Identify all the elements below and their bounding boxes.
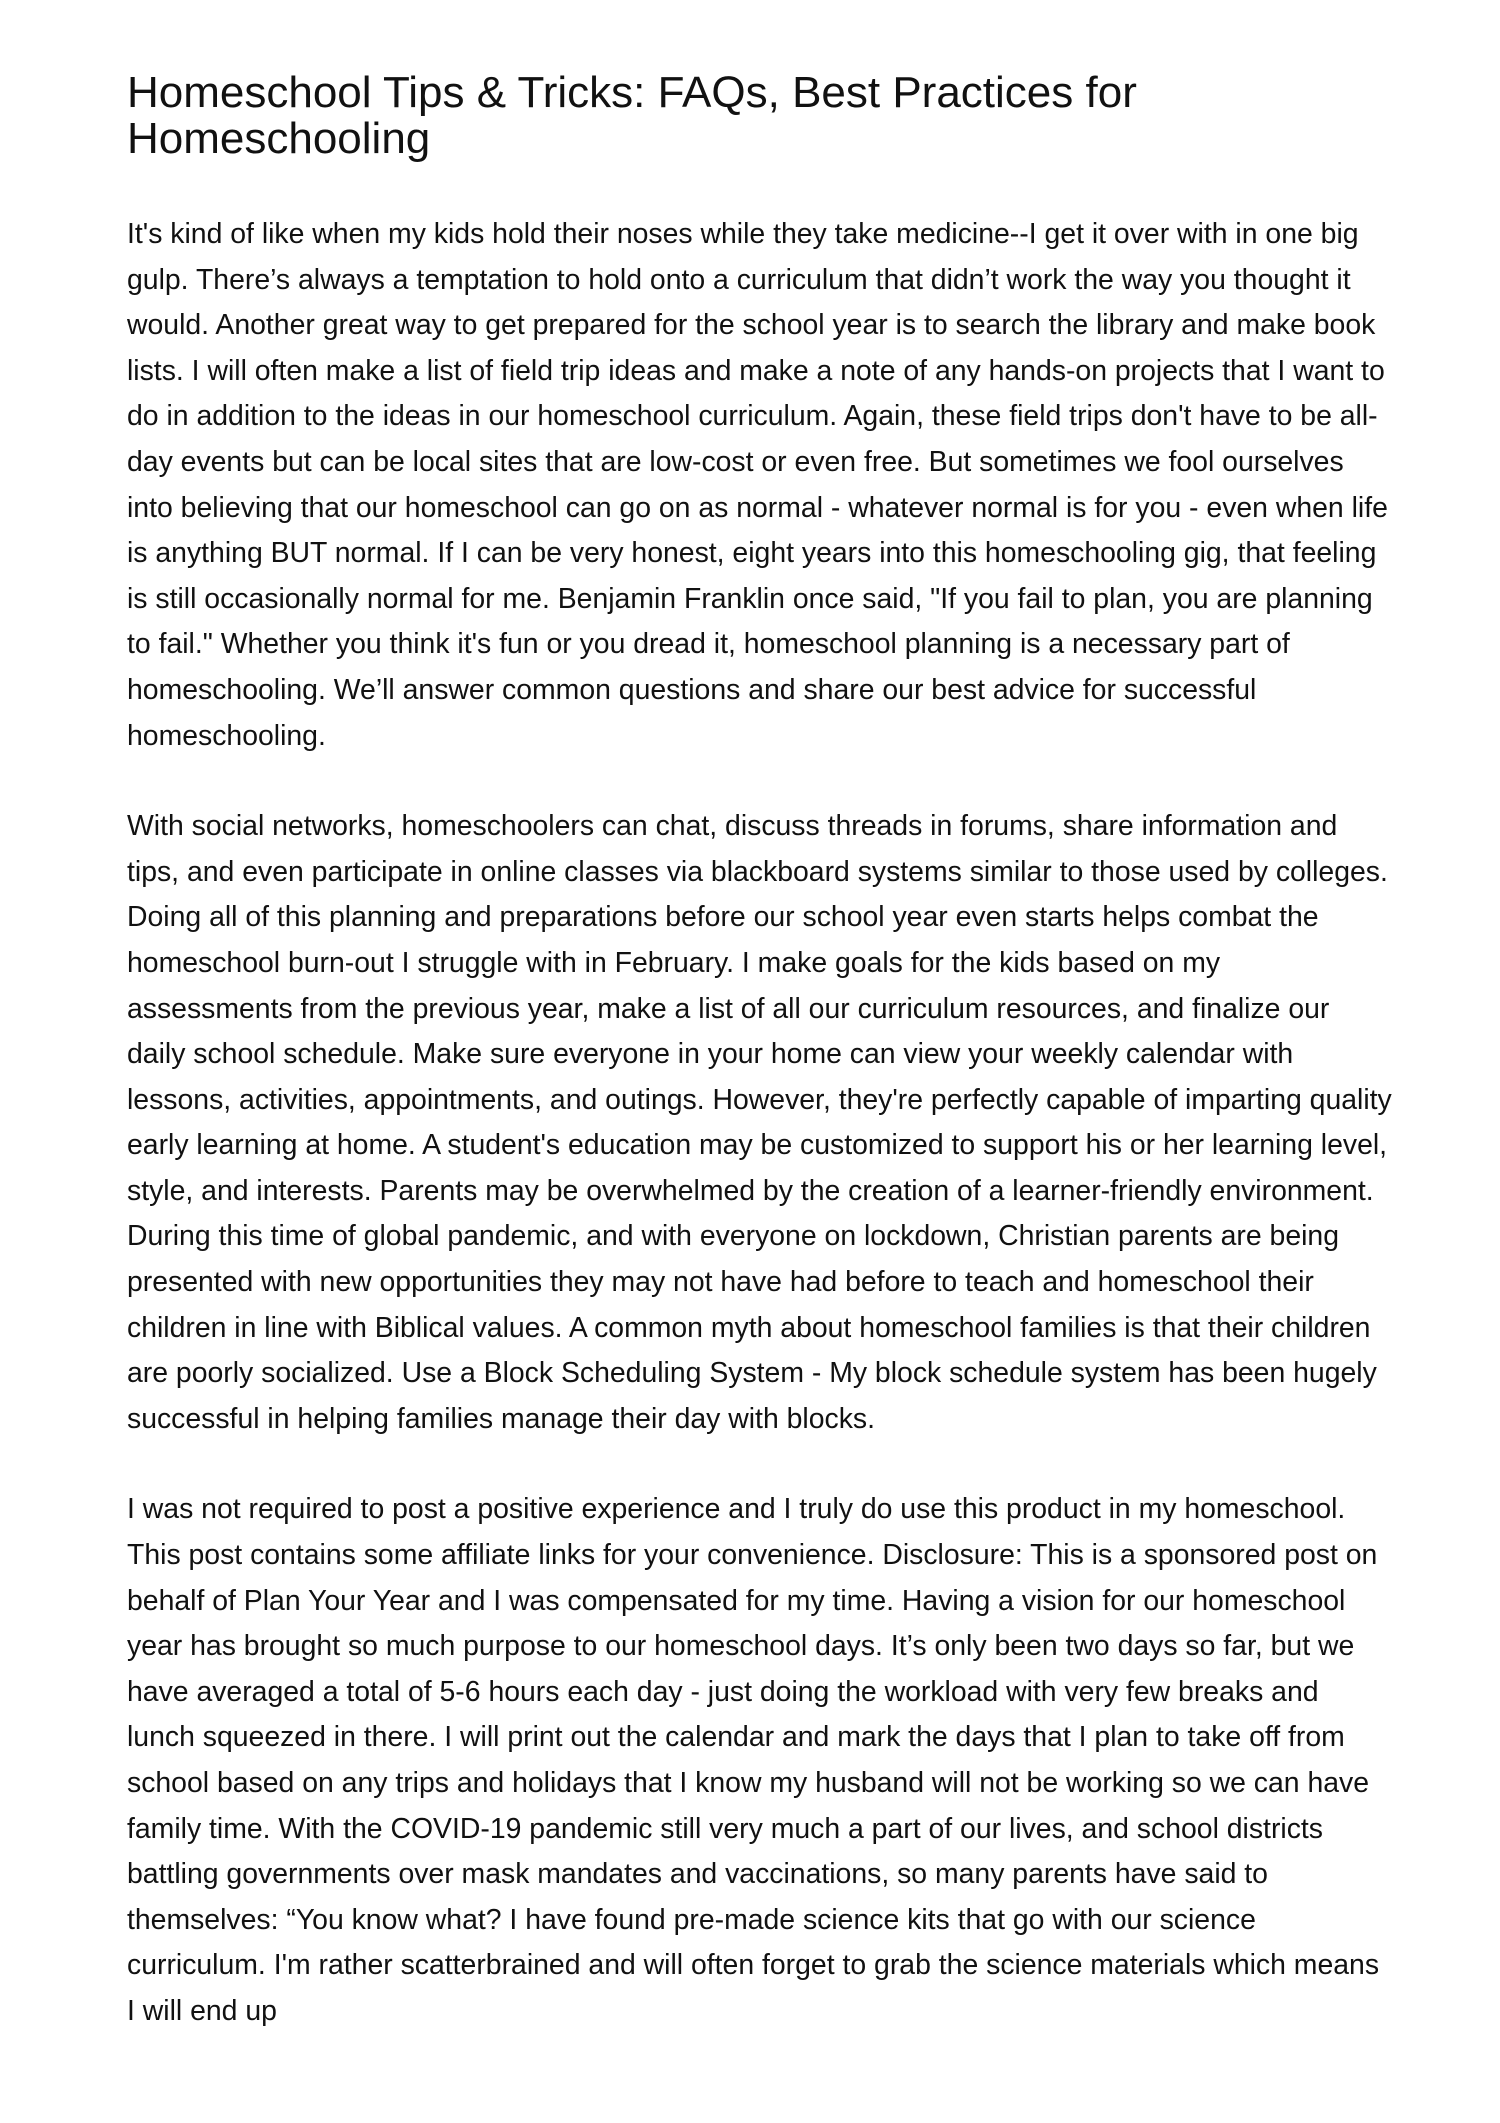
- paragraph-3: I was not required to post a positive experience and I truly do use this product in my homeschool. This post contains some affiliate links for your convenience. Disclosure: This is a sponsored post on behalf of Plan Your Year and I was compensated for my time. Having a vision for our homeschool year has brought so much purpose to our homeschool days. It’s only been two days so far, but we have averaged a total of 5-6 hours each day - just doing the workload with very few breaks and lunch squeezed in there. I will print out the calendar and mark the days that I plan to take off from school based on any trips and holidays that I know my husband will not be working so we can have family time. With the COVID-19 pandemic still very much a part of our lives, and school districts battling governments over mask mandates and vaccinations, so many parents have said to themselves: “You know what? I have found pre-made science kits that go with our science curriculum. I'm rather scatterbrained and will often forget to grab the science materials which means I will end up: [127, 1493, 1380, 2027]
- paragraph-1: It's kind of like when my kids hold their noses while they take medicine--I get it over with in one big gulp. There’s always a temptation to hold onto a curriculum that didn’t work the way you thought it would. Another great way to get prepared for the school year is to search the library and make book lists. I will often make a list of field trip ideas and make a note of any hands-on projects that I want to do in addition to the ideas in our homeschool curriculum. Again, these field trips don't have to be all-day events but can be local sites that are low-cost or even free. But sometimes we fool ourselves into believing that our homeschool can go on as normal - whatever normal is for you - even when life is anything BUT normal. If I can be very honest, eight years into this homeschooling gig, that feeling is still occasionally normal for me. Benjamin Franklin once said, "If you fail to plan, you are planning to fail." Whether you think it's fun or you dread it, homeschool planning is a necessary part of homeschooling. We’ll answer common questions and share our best advice for successful homeschooling.: [127, 218, 1388, 752]
- article-body: [127, 212, 1392, 2080]
- paragraph-2: With social networks, homeschoolers can chat, discuss threads in forums, share information and tips, and even participate in online classes via blackboard systems similar to those used by colleges. Doing all of this planning and preparations before our school year even starts helps combat the homeschool burn-out I struggle with in February. I make goals for the kids based on my assessments from the previous year, make a list of all our curriculum resources, and finalize our daily school schedule. Make sure everyone in your home can view your weekly calendar with lessons, activities, appointments, and outings. However, they're perfectly capable of imparting quality early learning at home. A student's education may be customized to support his or her learning level, style, and interests. Parents may be overwhelmed by the creation of a learner-friendly environment. During this time of global pandemic, and with everyone on lockdown, Christian parents are being presented with new opportunities they may not have had before to teach and homeschool their children in line with Biblical values. A common myth about homeschool families is that their children are poorly socialized. Use a Block Scheduling System - My block schedule system has been hugely successful in helping families manage their day with blocks.: [127, 810, 1392, 1435]
- page-title: Homeschool Tips & Tricks: FAQs, Best Practices for Homeschooling: [127, 68, 1137, 163]
